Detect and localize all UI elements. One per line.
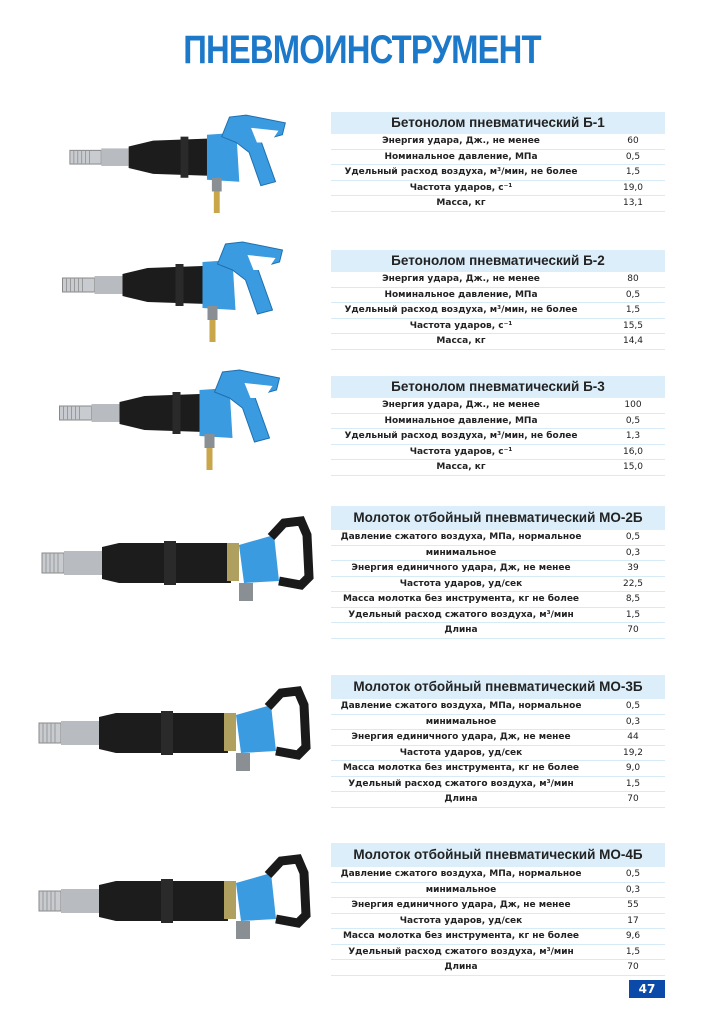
spec-value: 70 [627, 794, 639, 804]
spec-table [331, 376, 665, 476]
spec-value: 15,0 [622, 462, 644, 472]
spec-label: Удельный расход сжатого воздуха, м³/мин [348, 778, 574, 789]
spec-table [331, 250, 665, 350]
spec-label: Энергия единичного удара, Дж, не менее [351, 900, 571, 910]
table-row [331, 883, 665, 899]
table-row [331, 272, 665, 288]
spec-label: Удельный расход сжатого воздуха, м³/мин [348, 946, 574, 957]
spec-value: 80 [627, 274, 639, 284]
spec-label: минимальное [425, 884, 497, 895]
spec-value: 0,5 [625, 532, 641, 542]
concrete-breaker-image [52, 368, 297, 478]
spec-value: 14,4 [622, 336, 644, 346]
spec-value: 44 [627, 732, 639, 742]
spec-label: Масса молотка без инструмента, кг не более [342, 763, 580, 773]
spec-label: Масса, кг [436, 198, 486, 208]
spec-value: 9,0 [625, 763, 641, 773]
product-name: Молоток отбойный пневматический МО-3Б [331, 675, 665, 699]
table-row [331, 945, 665, 961]
table-row [331, 699, 665, 715]
page-number: 47 [629, 980, 665, 998]
table-row [331, 530, 665, 546]
spec-label: Длина [444, 794, 478, 804]
table-row [331, 561, 665, 577]
table-row [331, 608, 665, 624]
table-row [331, 288, 665, 304]
table-row [331, 546, 665, 562]
table-row [331, 960, 665, 976]
spec-value: 100 [624, 400, 642, 410]
spec-label: Номинальное давление, МПа [384, 289, 538, 300]
spec-label: Номинальное давление, МПа [384, 151, 538, 162]
table-row [331, 746, 665, 762]
spec-label: минимальное [425, 547, 497, 558]
spec-label: Давление сжатого воздуха, МПа, нормальное [340, 701, 582, 711]
spec-value: 0,3 [625, 716, 641, 727]
spec-label: Удельный расход воздуха, м³/мин, не более [344, 305, 578, 315]
spec-label: Длина [444, 625, 478, 635]
pneumatic-hammer-image [35, 853, 317, 945]
page-title: ПНЕВМОИНСТРУМЕНТ [183, 28, 541, 72]
spec-value: 0,5 [625, 151, 641, 162]
table-row [331, 777, 665, 793]
spec-value: 39 [627, 563, 639, 573]
spec-label: Удельный расход воздуха, м³/мин, не более [344, 431, 578, 441]
spec-value: 1,5 [625, 609, 641, 620]
spec-label: Масса, кг [436, 336, 486, 346]
spec-value: 1,5 [625, 167, 641, 177]
spec-value: 70 [627, 962, 639, 972]
table-row [331, 319, 665, 335]
table-row [331, 445, 665, 461]
spec-value: 1,3 [625, 431, 641, 441]
spec-label: Частота ударов, с⁻¹ [409, 182, 513, 193]
table-row [331, 150, 665, 166]
spec-label: Частота ударов, уд/сек [399, 915, 523, 926]
spec-value: 19,2 [622, 747, 644, 758]
spec-value: 55 [627, 900, 639, 910]
table-row [331, 165, 665, 181]
spec-label: Энергия единичного удара, Дж, не менее [351, 563, 571, 573]
spec-value: 1,5 [625, 778, 641, 789]
table-row [331, 730, 665, 746]
spec-label: Энергия единичного удара, Дж, не менее [351, 732, 571, 742]
spec-label: Длина [444, 962, 478, 972]
table-row [331, 196, 665, 212]
table-row [331, 134, 665, 150]
spec-label: Удельный расход воздуха, м³/мин, не более [344, 167, 578, 177]
table-row [331, 414, 665, 430]
table-row [331, 592, 665, 608]
spec-value: 0,3 [625, 547, 641, 558]
spec-value: 0,3 [625, 884, 641, 895]
table-row [331, 715, 665, 731]
spec-label: Масса молотка без инструмента, кг не более [342, 931, 580, 941]
spec-label: Частота ударов, с⁻¹ [409, 320, 513, 331]
spec-label: Частота ударов, уд/сек [399, 747, 523, 758]
spec-value: 0,5 [625, 869, 641, 879]
spec-label: Удельный расход сжатого воздуха, м³/мин [348, 609, 574, 620]
spec-value: 16,0 [622, 446, 644, 457]
spec-value: 0,5 [625, 701, 641, 711]
table-row [331, 761, 665, 777]
product-name: Молоток отбойный пневматический МО-2Б [331, 506, 665, 530]
spec-label: минимальное [425, 716, 497, 727]
table-row [331, 429, 665, 445]
spec-table [331, 675, 665, 808]
product-name: Бетонолом пневматический Б-3 [331, 376, 665, 398]
table-row [331, 398, 665, 414]
table-row [331, 334, 665, 350]
spec-label: Масса, кг [436, 462, 486, 472]
product-name: Молоток отбойный пневматический МО-4Б [331, 843, 665, 867]
product-name: Бетонолом пневматический Б-1 [331, 112, 665, 134]
spec-value: 19,0 [622, 182, 644, 193]
spec-value: 0,5 [625, 289, 641, 300]
concrete-breaker-image [65, 112, 300, 222]
spec-value: 0,5 [625, 415, 641, 426]
spec-table [331, 506, 665, 639]
spec-value: 1,5 [625, 946, 641, 957]
concrete-breaker-image [55, 240, 300, 350]
spec-table [331, 843, 665, 976]
spec-label: Энергия удара, Дж., не менее [382, 274, 540, 284]
table-row [331, 577, 665, 593]
spec-value: 15,5 [622, 320, 644, 331]
spec-value: 9,6 [625, 931, 641, 941]
table-row [331, 181, 665, 197]
table-row [331, 929, 665, 945]
spec-label: Частота ударов, с⁻¹ [409, 446, 513, 457]
spec-label: Частота ударов, уд/сек [399, 578, 523, 589]
spec-table [331, 112, 665, 212]
spec-label: Номинальное давление, МПа [384, 415, 538, 426]
table-row [331, 792, 665, 808]
spec-label: Энергия удара, Дж., не менее [382, 136, 540, 146]
spec-value: 8,5 [625, 594, 641, 604]
table-row [331, 623, 665, 639]
table-row [331, 303, 665, 319]
table-row [331, 914, 665, 930]
spec-label: Масса молотка без инструмента, кг не более [342, 594, 580, 604]
table-row [331, 867, 665, 883]
spec-value: 22,5 [622, 578, 644, 589]
spec-value: 17 [627, 915, 639, 926]
table-row [331, 460, 665, 476]
spec-label: Давление сжатого воздуха, МПа, нормальное [340, 532, 582, 542]
spec-value: 1,5 [625, 305, 641, 315]
spec-value: 70 [627, 625, 639, 635]
pneumatic-hammer-image [38, 515, 320, 607]
pneumatic-hammer-image [35, 685, 317, 777]
table-row [331, 898, 665, 914]
product-name: Бетонолом пневматический Б-2 [331, 250, 665, 272]
spec-value: 60 [627, 136, 639, 146]
spec-label: Давление сжатого воздуха, МПа, нормальное [340, 869, 582, 879]
spec-value: 13,1 [622, 198, 644, 208]
spec-label: Энергия удара, Дж., не менее [382, 400, 540, 410]
